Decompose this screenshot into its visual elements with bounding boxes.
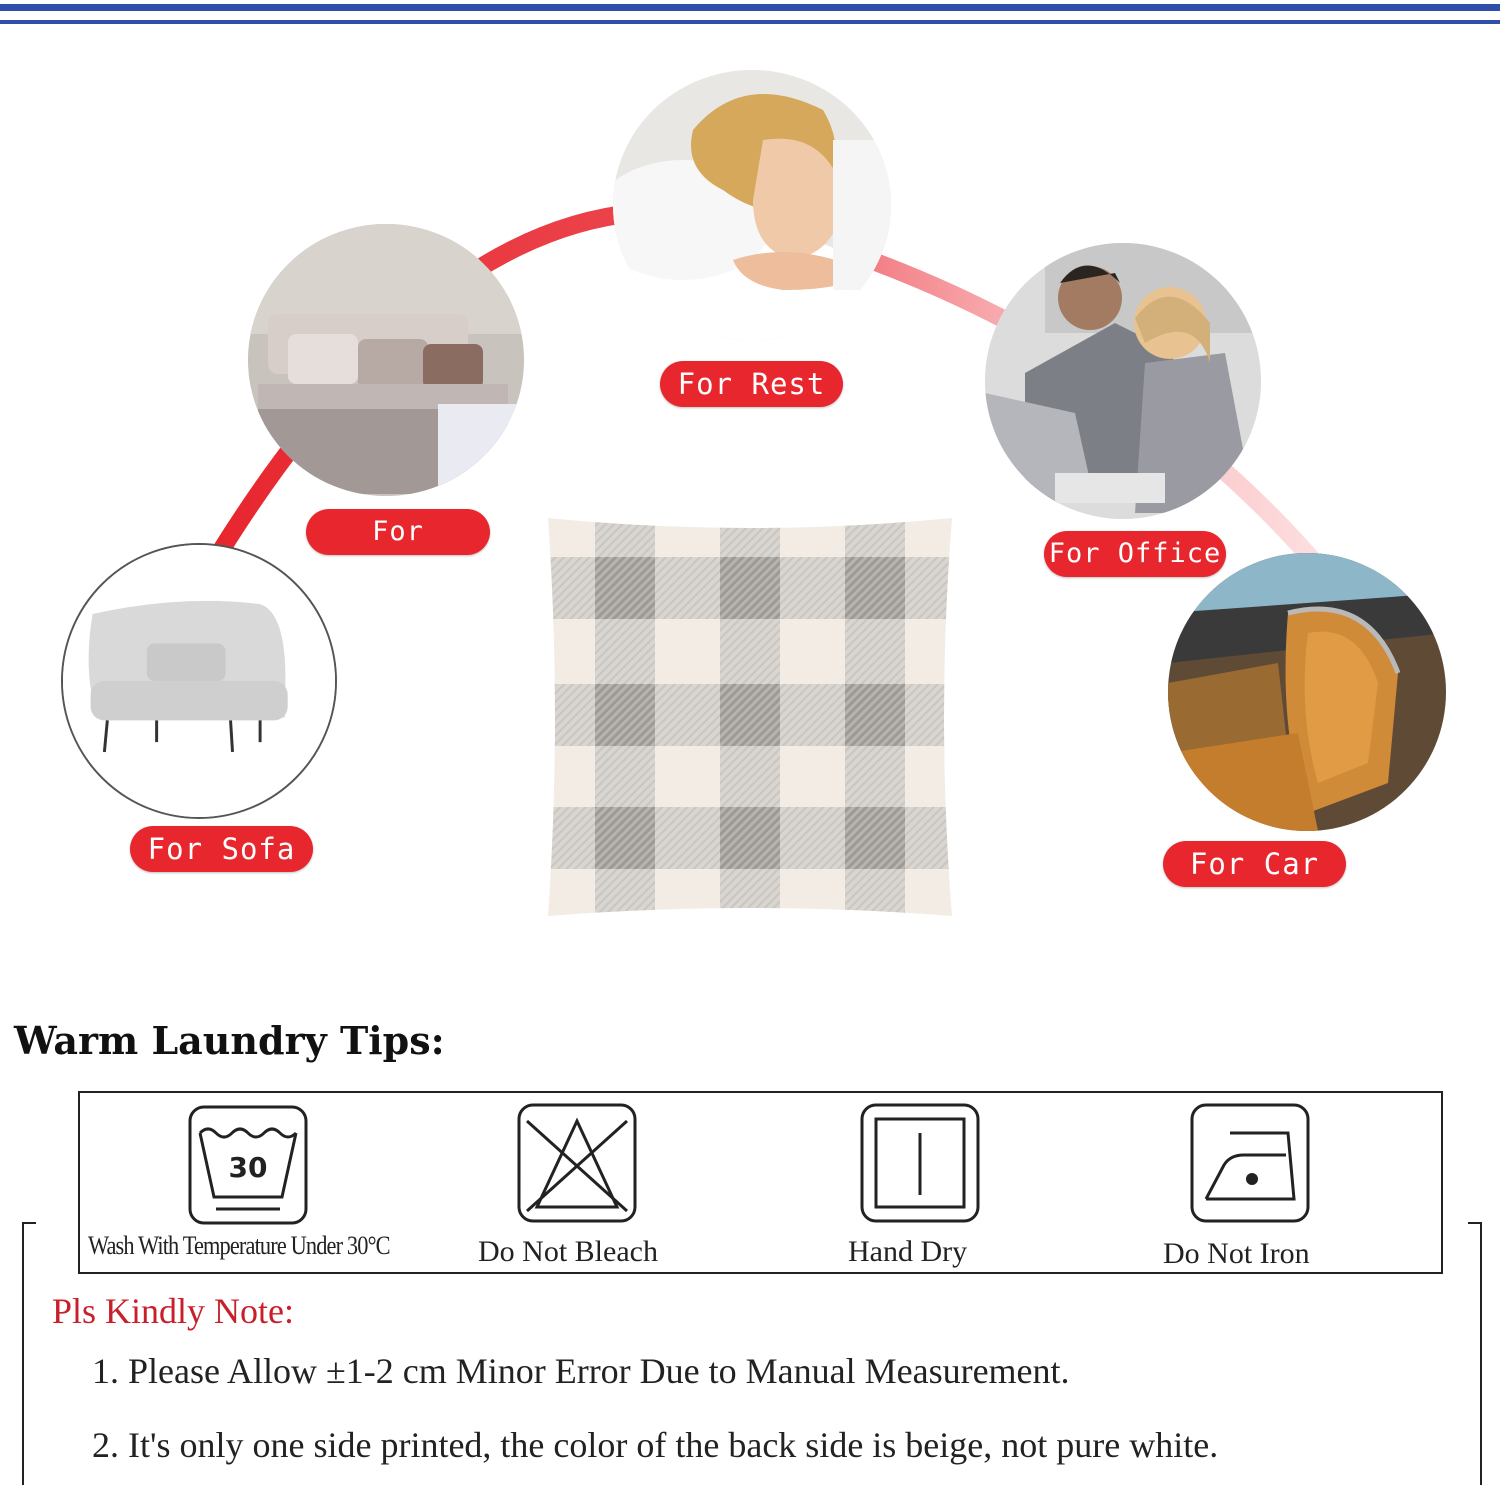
plaid-pillow-image [540, 512, 960, 922]
laundry-tips-title: Warm Laundry Tips: [14, 1018, 445, 1063]
note-title: Pls Kindly Note: [52, 1291, 295, 1331]
sofa-photo [61, 543, 337, 819]
car-photo [1168, 553, 1446, 831]
note-line-1: 1. Please Allow ±1-2 cm Minor Error Due to Manual Measurement. [92, 1351, 1070, 1391]
note-bracket-right [1468, 1222, 1482, 1485]
rest-photo [613, 70, 891, 340]
wash-30-icon [188, 1105, 308, 1225]
hand-dry-icon [860, 1103, 980, 1223]
wash-temp-text: 30 [228, 1151, 268, 1184]
laundry-tips-box [78, 1091, 1443, 1274]
care-label-no-bleach: Do Not Bleach [478, 1235, 658, 1268]
pill-for-bedroom: For Bedroom [306, 509, 490, 555]
note-line-2: 2. It's only one side printed, the color of the back side is beige, not pure white. [92, 1425, 1219, 1465]
bedroom-photo [248, 224, 524, 496]
note-bracket-left [22, 1222, 36, 1485]
care-label-iron: Do Not Iron [1163, 1237, 1310, 1270]
no-bleach-icon [517, 1103, 637, 1223]
pill-for-office: For Office [1044, 531, 1226, 577]
care-label-wash: Wash With Temperature Under 30°C [88, 1231, 390, 1260]
iron-icon [1190, 1103, 1310, 1223]
pill-for-rest: For Rest [660, 361, 843, 407]
pill-for-sofa: For Sofa [130, 826, 313, 872]
office-photo [985, 243, 1261, 519]
pill-for-car: For Car [1163, 841, 1346, 887]
care-label-hand-dry: Hand Dry [848, 1235, 968, 1268]
